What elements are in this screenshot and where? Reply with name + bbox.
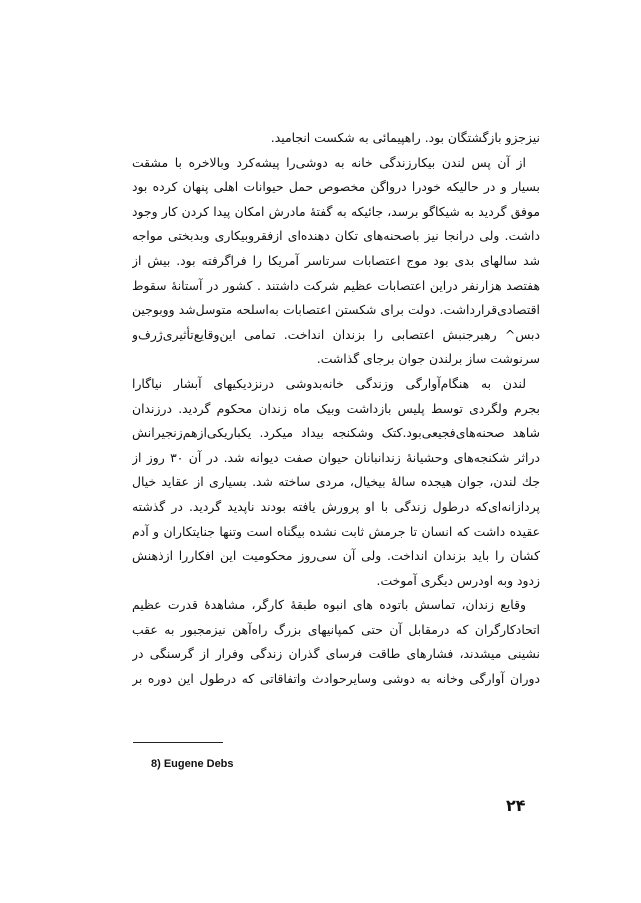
text-line: دوران آوارگی وخانه به دوشی وسایرحوادث واتفاقاتی که درطول این دوره بر bbox=[132, 671, 540, 687]
text-line: جك لندن، جوان هیجده سالهٔ بیخیال، مردی ساخته شد. بسیاری از عقاید خیال bbox=[132, 474, 540, 490]
text-line: نشینی میشدند، فشارهای طاقت فرسای گذران زندگی وفرار از گرسنگی در bbox=[132, 646, 540, 662]
text-line: بسیار و در حالیکه خودرا درواگن مخصوص حمل حیوانات اهلی پنهان کرده بود bbox=[132, 179, 540, 195]
text-line: موفق گردید به شیکاگو برسد، جائیکه به گفتهٔ مادرش امکان پیدا کردن کار وجود bbox=[132, 203, 540, 219]
text-line: شد سالهای بدی بود موج اعتصابات سرتاسر آمریکا را فراگرفته بود. بیش از bbox=[132, 252, 540, 268]
text-line: وقایع زندان، تماسش باتوده های انبوه طبقهٔ کارگر، مشاهدهٔ قدرت عظیم bbox=[132, 597, 526, 613]
body-text bbox=[132, 126, 540, 692]
text-line: هفتصد هزارنفر دراین اعتصابات عظیم شرکت داشتند . کشور در آستانهٔ سقوط bbox=[132, 277, 540, 293]
text-line: دراثر شکنجه‌های وحشیانهٔ زندانبانان حیوان صفت دیوانه شد. در آن ۳۰ روز از bbox=[132, 449, 540, 465]
text-line: بجرم ولگردی توسط پلیس بازداشت وبیک ماه زندان محکوم گردید. درزندان bbox=[132, 400, 540, 416]
text-line: دبس^ رهبرجنبش اعتصابی را بزندان انداخت. تمامی این‌وقایع‌تأثیری‌ژرف‌و bbox=[132, 326, 540, 342]
text-line: لندن به هنگام‌آوارگی وزندگی خانه‌بدوشی درنزدیکیهای آبشار نیاگارا bbox=[132, 375, 526, 391]
text-line: اتحادکارگران که درمقابل آن حتی کمپانیهای بزرگ راه‌آهن نیزمجبور به عقب bbox=[132, 621, 540, 637]
text-line: سرنوشت ساز برلندن جوان برجای گذاشت. bbox=[316, 351, 540, 367]
text-line: از آن پس لندن بیکارزندگی خانه به دوشی‌را پیشه‌کرد وبالاخره با مشقت bbox=[132, 154, 526, 170]
text-line: نیزجزو بازگشتگان بود. راهپیمائی به شکست انجامید. bbox=[270, 130, 540, 145]
text-line: پردازانه‌ای‌که درطول زندگی با او پرورش یافته بودند ناپدید گردید. در گذشته bbox=[132, 498, 540, 514]
text-line: زدود وبه اودرس دیگری آموخت. bbox=[376, 572, 540, 588]
footnote: 8) Eugene Debs bbox=[151, 758, 234, 770]
text-line: داشت. ولی درانجا نیز باصحنه‌های تکان دهنده‌ای ازفقروبیکاری وبدبختی مواجه bbox=[132, 228, 540, 244]
footnote-divider bbox=[133, 742, 223, 743]
page-number: ۲۴ bbox=[506, 796, 526, 815]
text-line: اقتصادی‌قرارداشت. دولت برای شکستن اعتصابات به‌اسلحه متوسل‌شد ووبوجین bbox=[132, 302, 540, 318]
text-line: عقیده داشت که انسان تا جرمش ثابت نشده بیگناه است وتنها جنایتکاران و آدم bbox=[132, 523, 540, 539]
text-line: شاهد صحنه‌های‌فجیعی‌بود.کتک وشکنجه بیداد میکرد. یکباریکی‌ازهم‌زنجیرانش bbox=[132, 425, 540, 441]
text-line: کشان را باید بزندان انداخت. ولی آن سی‌روز محکومیت این افکاررا ازذهنش bbox=[132, 548, 540, 564]
